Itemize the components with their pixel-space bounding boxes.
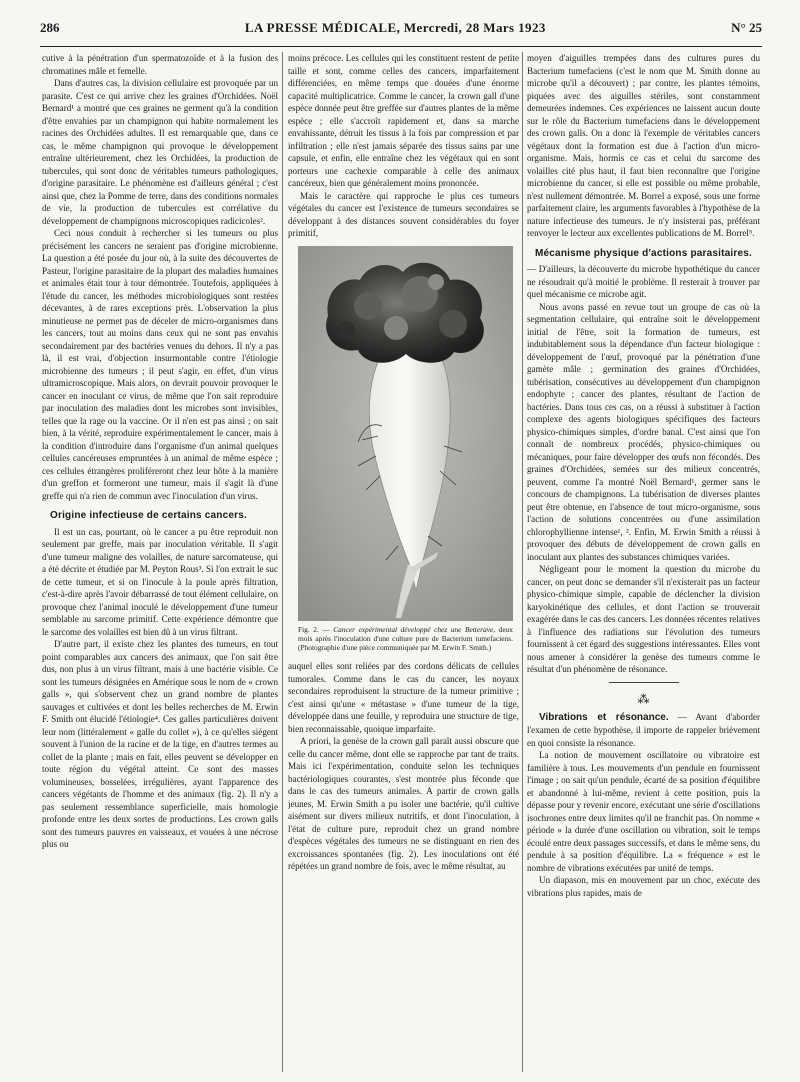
paragraph: D'autre part, il existe chez les plantes des tumeurs, en tout point comparables aux cancers des animaux, que l'on sait être dus, non plus à un virus filtrant, mais à une bactérie visible. Ce sont les tumeurs désignées en Amérique sous le nom de « crown galls », qui s'observent chez un grand nombre de plantes sauvages et cultivées et dont les belles recherches de M. Erwin F. Smith ont élucidé l'étiologie⁴. Ces galles particulières doivent leur nom (littéralement « galle du collet »), à ce qu'elles siègent souvent à l'union de la racine et de la tige, en d'autres termes au collet de la plante ; mais en fait, elles peuvent se développer en toute région du végétal atteint. Ce sont des masses volumineuses, bosselées, irrégulières, ayant l'apparence des cancers végétants de l'homme et des animaux (fig. 2). Il n'y a pas seulement ressemblance superficielle, mais homologie profonde entre les deux sortes de productions. Les crown galls sont des tumeurs pauvres en vaisseaux, et vouées à une nécrose plus ou bbox=[42, 639, 278, 849]
column-divider bbox=[282, 52, 283, 1072]
paragraph: Dans d'autres cas, la division cellulaire est provoquée par un parasite. C'est ce qui arrive chez les graines d'Orchidées. Noël Bernard¹ a montré que ces graines ne germent qu'à la condition d'être envahies par un champignon qui habite normalement les racines des Orchidées adultes. Il est remarquable que, dans ce cas, le même champignon qui provoque le développement entraîne ultérieurement, chez les Orchidées, la production de tubercules, qui sont donc de véritables tumeurs pathologiques, d'origine parasitaire. Le phénomène est d'ailleurs général ; c'est ainsi que, chez la Pomme de terre, dans des conditions normales de vie, la production de tubercules est corrélative du développement de champignons microscopiques radicicoles². bbox=[42, 78, 278, 226]
caption-title: Cancer expérimental développé chez une Betterave, bbox=[333, 624, 496, 634]
paragraph-text: — Avant d'aborder l'examen de cette hypothèse, il importe de rappeler brièvement en quoi consiste la résonance. bbox=[527, 711, 760, 748]
publication-title: LA PRESSE MÉDICALE, Mercredi, 28 Mars 1923 bbox=[244, 20, 546, 35]
caption-label: Fig. 2. — bbox=[298, 624, 334, 634]
paragraph: auquel elles sont reliées par des cordons délicats de cellules tumorales. Comme dans le cas du cancer, les noyaux secondaires reproduisent la structure de la tumeur primitive ; c'est ainsi qu'une « métastase » d'une tumeur de la tige, développée dans une feuille, y reproduira une structure de tige, bien reconnaissable, quoique imparfaite. bbox=[288, 661, 519, 734]
section-heading: Mécanisme physique d'actions parasitaires. bbox=[535, 247, 752, 259]
asterism-divider: ⁂ bbox=[637, 691, 650, 706]
paragraph: Un diapason, mis en mouvement par un choc, exécute des vibrations plus rapides, mais de bbox=[527, 875, 760, 898]
paragraph: moyen d'aiguilles trempées dans des cultures pures du Bacterium tumefaciens (c'est le nom que M. Smith donne au microbe qu'il a découvert) ; par contre, les plantes témoins, piquées avec des aiguilles stériles, sont constamment demeurées indemnes. Ces expériences ne laissent aucun doute sur le rôle du Bacterium tumefaciens dans le développement des crown galls. On a donc là l'exemple de véritables cancers végétaux dont la formation est due à l'action d'un micro-organisme. Mais, hormis ce cas et celui du sarcome des volailles cité plus haut, il faut bien reconnaître que l'origine microbienne du cancer, si elle est possible ou même probable, n'est nullement démontrée. M. Borrel a exposé, sous une forme parfaitement claire, les arguments favorables à l'hypothèse de la nature infectieuse des tumeurs. Je n'y insisterai pas, préférant renvoyer le lecteur aux excellentes publications de M. Borrel⁵. bbox=[527, 53, 760, 238]
paragraph bbox=[527, 711, 760, 750]
paragraph: La notion de mouvement oscillatoire ou vibratoire est familière à tous. Les mouvements d'un pendule en fournissent l'image ; on sait qu'un pendule, écarté de sa position d'équilibre et abandonné à lui-même, revient à cette position, puis la dépasse pour y revenir encore, exécutant une série d'oscillations isochrones entre deux limites qu'il ne franchit pas. On nomme « période » la durée d'une oscillation ou vibration, soit le temps écoulé entre deux passages successifs, et dans le même sens, du pendule à sa position d'équilibre. La « fréquence » est le nombre de vibrations exécutées par unité de temps. bbox=[527, 750, 760, 873]
section-heading: Vibrations et résonance. bbox=[539, 711, 669, 723]
column-middle bbox=[288, 52, 519, 1077]
column-left bbox=[42, 52, 278, 1077]
paragraph: moins précoce. Les cellules qui les constituent restent de petite taille et sont, comme celles des cancers, imparfaitement différenciées, en même temps que douées d'une énorme capacité multiplicatrice. Comme le cancer, la crown gall d'une espèce donnée peut être greffée sur d'autres plantes de la même espèce ; elle s'accroît rapidement et, dans sa marche envahissante, détruit les tissus à la fois par compression et par infiltration ; elle n'est jamais séparée des tissus sains par une capsule, et enfin, elle entraîne chez les végétaux qui en sont porteurs une cachexie comparable à celle des animaux cancéreux, bien que généralement moins prononcée. bbox=[288, 53, 519, 188]
figure bbox=[298, 246, 513, 653]
paragraph: — D'ailleurs, la découverte du microbe hypothétique du cancer ne résoudrait qu'à moitié le problème. Il resterait à trouver par quel mécanisme ce microbe agit. bbox=[527, 264, 760, 299]
issue-number: N° 25 bbox=[731, 20, 762, 35]
figure-caption bbox=[298, 625, 513, 653]
paragraph: Nous avons passé en revue tout un groupe de cas où la segmentation cellulaire, qui entraîne soit le développement initial de l'être, soit la formation de tumeurs, est indubitablement sous la dépendance d'un facteur biologique : développement de l'œuf, provoqué par la pénétration d'une gamète mâle ; germination des graines d'Orchidées, tubérisation, consécutives au développement d'un champignon endophyte ; cancer des plantes, résultant de l'action de bactéries. Dans tous ces cas, on a réussi à substituer à l'action complexe des agents biologiques spécifiques des facteurs physico-chimiques simples, d'ordre banal. C'est ainsi que l'on connaît de nombreux procédés, physico-chimiques ou mécaniques, pour faire développer des œufs non fécondés. Des graines d'Orchidées, semées sur des milieux concentrés, peuvent, comme l'a montré Noël Bernard¹, germer sans le concours de champignons. La tubérisation de diverses plantes peut être obtenue, en l'absence de tout micro-organisme, sous l'action de solutions concentrées ou d'une assimilation chlorophyllienne intense¹, ². Enfin, M. Erwin Smith a réussi à provoquer des débuts de développement de crown galls en inoculant aux plantes des substances chimiques variées. bbox=[527, 301, 760, 562]
paragraph: Ceci nous conduit à rechercher si les tumeurs ou plus précisément les cancers ne seraient pas d'origine microbienne. La question a été posée du jour où, à la suite des découvertes de Pasteur, l'origine parasitaire de la plupart des maladies humaines et animales était tour à tour démontrée. Toutefois, appliquées à l'étude du cancer, les méthodes microbiologiques sont restées décevantes, à de rares exceptions près. L'observation la plus minutieuse ne permet pas de déceler de micro-organismes dans les cancers, tout au moins dans ceux qui ne sont pas envahis secondairement par des bactéries venues du dehors. Il n'y a pas là, il est vrai, d'objection insurmontable contre l'étiologie microbienne des tumeurs ; il peut s'agir, en effet, d'un virus ultramicroscopique. Mais alors, on devrait pouvoir provoquer le cancer en inoculant ce virus, de même que l'on sait reproduire par inoculation des maladies dont les microbes sont invisibles, telles que la rage ou la vaccine. Or il n'en est pas ainsi ; on sait bien, à la vérité, reproduire expérimentalement le cancer, mais à la condition d'introduire dans l'organisme d'un animal quelques cellules cancéreuses empruntées à un animal de même espèce ; ces cellules étrangères proliféreront chez leur hôte à la manière d'un greffon et formeront une tumeur, mais il s'agit là d'une greffe qui n'a rien de commun avec l'inoculation d'un virus. bbox=[42, 228, 278, 501]
caption-text: deux mois après l'inoculation d'une culture pure de Bacterium tumefaciens. (Photographie d'une pièce communiquée par M. Erwin F. Smith.) bbox=[298, 624, 514, 652]
column-divider bbox=[522, 52, 523, 1072]
paragraph: cutive à la pénétration d'un spermatozoïde et à la fusion des chromatines mâle et femelle. bbox=[42, 53, 278, 76]
paragraph: A priori, la genèse de la crown gall paraît aussi obscure que celle du cancer même, dont elle se rapproche par tant de traits. Mais ici l'expérimentation, conduite selon les techniques bactériologiques courantes, s'est montrée plus féconde que dans le cas des tumeurs animales. A partir de crown galls jeunes, M. Erwin Smith a pu isoler une bactérie, qu'il cultive aisément sur divers milieux nutritifs, et dont l'inoculation, à l'état de culture pure, reproduit chez un grand nombre d'espèces végétales des tumeurs ne se distinguant en rien des excroissances spontanées (fig. 2). Les inoculations ont été répétées un grand nombre de fois, avec le même résultat, au bbox=[288, 736, 519, 872]
section-heading: Origine infectieuse de certains cancers. bbox=[50, 510, 247, 521]
page-number: 286 bbox=[40, 20, 60, 35]
column-right bbox=[527, 52, 760, 1077]
paragraph: Négligeant pour le moment la question du microbe du cancer, on peut donc se demander s'il n'existerait pas un facteur physico-chimique simple, capable de déclencher la division karyokinétique des cellules, et dont l'action se trouverait exagérée dans le cas des cancers. Les données récentes relatives à l'influence des radiations sur l'évolution des tumeurs fournissent à cet égard des suggestions intéressantes. Elles vont nous amener à considérer la genèse des tumeurs comme le résultat d'un phénomène de résonance. bbox=[527, 564, 760, 674]
separator-line bbox=[609, 682, 679, 683]
page-header bbox=[40, 20, 762, 47]
paragraph: Mais le caractère qui rapproche le plus ces tumeurs végétales du cancer est l'existence de tumeurs secondaires se développant à des distances souvent considérables du foyer primitif, bbox=[288, 190, 519, 238]
beet-tumor-photograph bbox=[298, 246, 513, 621]
paragraph: Il est un cas, pourtant, où le cancer a pu être reproduit non seulement par greffe, mais par inoculation véritable. Il s'agit d'une tumeur maligne des volailles, de nature sarcomateuse, qui a été décrite et étudiée par M. Peyton Rous³. Si l'on extrait le suc de cette tumeur, et si on l'inocule à la poule après filtration, c'est-à-dire après l'avoir débarrassé de tout élément cellulaire, on provoque chez l'animal inoculé le développement d'une tumeur semblable au sarcome primitif. Cette expérience démontre que le sarcome des volailles est bien dû à un virus filtrant. bbox=[42, 526, 278, 637]
